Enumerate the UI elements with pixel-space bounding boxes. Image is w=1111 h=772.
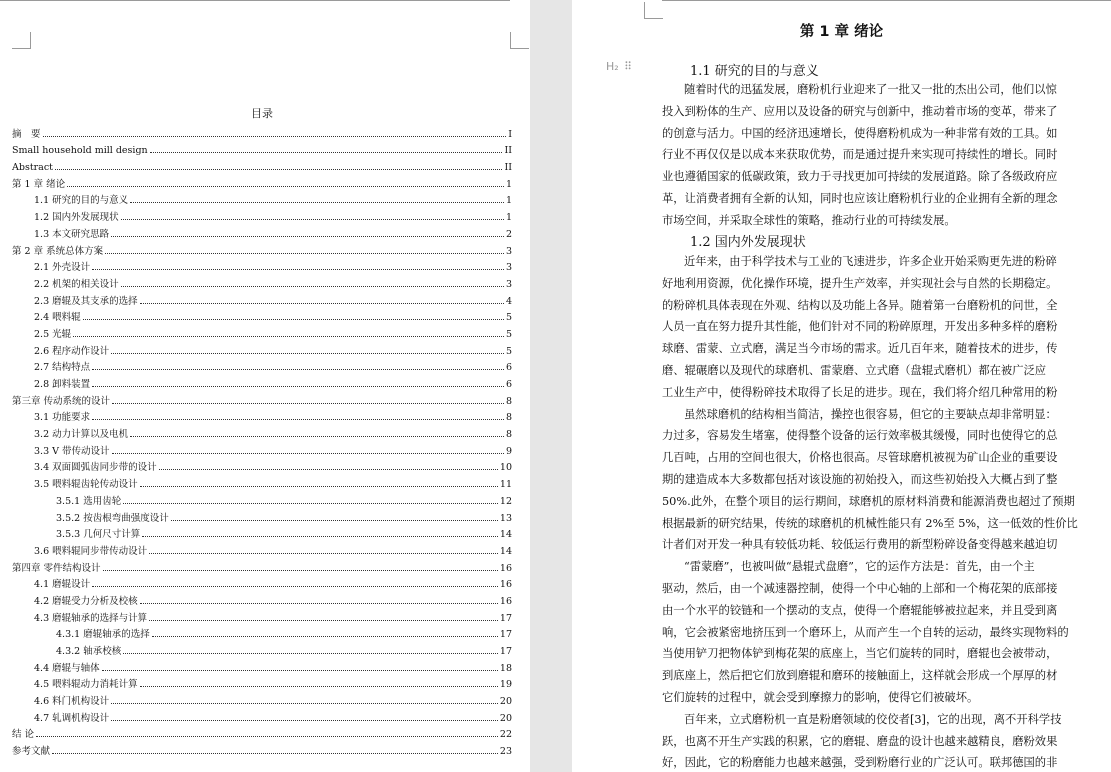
toc-entry-label: 1.3 本文研究思路 <box>34 228 110 240</box>
paragraph-line: 虽然球磨机的结构相当简洁，操控也很容易，但它的主要缺点却非常明显： <box>684 407 1057 421</box>
toc-entry-label: 3.1 功能要求 <box>34 412 91 424</box>
toc-entry[interactable] <box>12 607 512 624</box>
crop-mark-top-left <box>644 2 663 19</box>
toc-entry[interactable] <box>12 507 512 524</box>
toc-entry[interactable] <box>12 340 512 357</box>
toc-entry-label: 第 1 章 绪论 <box>12 178 66 190</box>
paragraph-line: 好，因此，它的粉磨能力也越来越强，受到粉磨行业的广泛认可。联邦德国的非 <box>662 756 1058 770</box>
toc-entry-label: 3.2 动力计算以及电机 <box>34 429 129 441</box>
toc-entry-label: 3.5.1 选用齿轮 <box>56 495 122 507</box>
toc-leader-dots <box>171 520 498 521</box>
toc-entry[interactable] <box>12 240 512 257</box>
paragraph-line: 的粉碎机具体表现在外观、结构以及功能上各异。随着第一台磨粉机的问世，全 <box>662 298 1058 312</box>
page-top-border <box>662 0 1111 1</box>
toc-leader-dots <box>43 136 507 137</box>
toc-entry[interactable] <box>12 257 512 274</box>
toc-entry[interactable] <box>12 156 512 173</box>
toc-entry-page: 17 <box>499 612 512 624</box>
toc-leader-dots <box>140 486 498 487</box>
toc-entry[interactable] <box>12 190 512 207</box>
toc-entry-page: 19 <box>499 679 512 691</box>
toc-leader-dots <box>52 753 498 754</box>
toc-entry-label: 4.6 料门机构设计 <box>34 696 110 708</box>
paragraph-line: 计者们对开发一种具有较低功耗、较低运行费用的新型粉碎设备变得越来越迫切 <box>662 538 1058 552</box>
toc-entry-label: 2.4 喂料辊 <box>34 312 81 324</box>
toc-entry-page: 1 <box>505 178 512 190</box>
toc-leader-dots <box>73 336 504 337</box>
section-heading-1-2: 1.2 国内外发展现状 <box>690 235 806 250</box>
toc-entry-page: 10 <box>499 462 512 474</box>
toc-entry-label: 第四章 零件结构设计 <box>12 562 101 574</box>
paragraph-line: 市场空间，并采取全球性的策略，推动行业的可持续发展。 <box>662 213 956 227</box>
toc-entry-label: 第三章 传动系统的设计 <box>12 395 111 407</box>
paragraph-line: 随着时代的迅猛发展，磨粉机行业迎来了一批又一批的杰出公司，他们以惊 <box>684 83 1057 96</box>
toc-entry-page: II <box>504 145 512 157</box>
toc-entry[interactable] <box>12 323 512 340</box>
toc-entry-label: 2.6 程序动作设计 <box>34 345 110 357</box>
chapter-title: 第 1 章 绪论 <box>799 24 884 40</box>
toc-entry[interactable] <box>12 307 512 324</box>
toc-entry[interactable] <box>12 524 512 541</box>
paragraph-line: 百年来，立式磨粉机一直是粉磨领域的佼佼者[3]，它的出现，离不开科学技 <box>684 712 1062 726</box>
toc-entry[interactable] <box>12 440 512 457</box>
toc-leader-dots <box>152 636 498 637</box>
toc-entry-label: 第 2 章 系统总体方案 <box>12 245 104 257</box>
toc-entry-label: Small household mill design <box>12 145 148 157</box>
toc-entry[interactable] <box>12 390 512 407</box>
toc-entry-label: 摘 要 <box>12 128 41 140</box>
toc-entry-page: 1 <box>505 212 512 224</box>
paragraph-line: 革，让消费者拥有全新的认知，同时也应该让磨粉机行业的企业拥有全新的理念 <box>662 192 1058 205</box>
paragraph-line: 它们旋转的过程中，就会受到摩擦力的影响，使得它们被破坏。 <box>662 691 979 704</box>
toc-entry-label: 4.4 磨辊与轴体 <box>34 662 100 674</box>
toc-title: 目录 <box>251 107 273 120</box>
chapter-page <box>572 0 1111 772</box>
toc-leader-dots <box>123 503 498 504</box>
toc-leader-dots <box>111 353 504 354</box>
toc-entry-page: 5 <box>505 328 512 340</box>
toc-entry-label: 2.7 结构特点 <box>34 362 91 374</box>
toc-entry[interactable] <box>12 457 512 474</box>
toc-entry[interactable] <box>12 590 512 607</box>
toc-entry-label: 3.5.2 按齿根弯曲强度设计 <box>56 512 169 524</box>
paragraph-line: 行业不再仅仅是以成本来获取优势，而是通过提升来实现可持续性的增长。同时 <box>662 148 1058 162</box>
toc-entry[interactable] <box>12 624 512 641</box>
toc-entry-label: 2.1 外壳设计 <box>34 262 91 274</box>
toc-leader-dots <box>140 603 498 604</box>
toc-entry-label: 3.6 喂料辊同步带传动设计 <box>34 545 148 557</box>
toc-entry[interactable] <box>12 707 512 724</box>
toc-entry-page: 20 <box>499 696 512 708</box>
toc-entry-page: 8 <box>505 395 512 407</box>
drag-handle-icon[interactable]: ⠿ <box>624 60 632 73</box>
toc-page <box>0 0 530 772</box>
toc-entry-page: 8 <box>505 429 512 441</box>
toc-entry[interactable] <box>12 373 512 390</box>
toc-entry-page: 5 <box>505 312 512 324</box>
paragraph-line: 力过多，容易发生堵塞，使得整个设备的运行效率极其缓慢，同时也使得它的总 <box>662 429 1058 443</box>
toc-leader-dots <box>111 720 498 721</box>
toc-entry-label: 4.1 磨辊设计 <box>34 579 91 591</box>
toc-entry[interactable] <box>12 557 512 574</box>
toc-entry-label: Abstract <box>12 162 53 174</box>
toc-entry-page: 4 <box>505 295 512 307</box>
toc-entry-page: 12 <box>499 495 512 507</box>
toc-leader-dots <box>92 386 504 387</box>
toc-entry-label: 2.3 磨辊及其支承的选择 <box>34 295 138 307</box>
toc-entry[interactable] <box>12 407 512 424</box>
toc-entry-page: 13 <box>499 512 512 524</box>
toc-entry-label: 3.3 V 带传动设计 <box>34 445 110 457</box>
toc-entry-label: 4.3 磨辊轴承的选择与计算 <box>34 612 148 624</box>
toc-list <box>12 123 512 757</box>
crop-mark-left <box>12 32 31 49</box>
paragraph-line: 期的建造成本大多数都包括对该设施的初始投入，而这些初始投入大概占到了整 <box>662 473 1058 486</box>
toc-entry[interactable] <box>12 273 512 290</box>
toc-leader-dots <box>121 219 504 220</box>
toc-entry-label: 3.4 双面圆弧齿同步带的设计 <box>34 462 157 474</box>
toc-entry-page: 17 <box>499 629 512 641</box>
toc-leader-dots <box>92 419 504 420</box>
toc-entry-page: 6 <box>505 379 512 390</box>
toc-leader-dots <box>121 286 504 287</box>
toc-entry-page: 22 <box>499 729 512 741</box>
paragraph-line: 由一个水平的铰链和一个摆动的支点，使得一个磨辊能够被拉起来，并且受到离 <box>662 603 1058 617</box>
toc-entry-page: 9 <box>505 445 512 457</box>
toc-entry[interactable] <box>12 724 512 741</box>
toc-entry-label: 2.5 光辊 <box>34 328 72 340</box>
paragraph-line: 当使用铲刀把物体铲到梅花架的底座上，当它们旋转的同时，磨辊也会被带动， <box>662 647 1058 661</box>
toc-leader-dots <box>102 670 498 671</box>
toc-leader-dots <box>83 319 504 320</box>
toc-entry-page: I <box>508 128 512 140</box>
toc-leader-dots <box>92 269 504 270</box>
toc-entry-page: 6 <box>505 362 512 374</box>
toc-leader-dots <box>159 469 498 470</box>
paragraph-line: “雷蒙磨”，也被叫做“悬辊式盘磨”，它的运作方法是：首先，由一个主 <box>684 560 1035 574</box>
toc-leader-dots <box>149 553 498 554</box>
paragraph-line: 工业生产中，使得粉碎技术取得了长足的进步。现在，我们将介绍几种常用的粉 <box>662 385 1058 399</box>
toc-leader-dots <box>140 686 498 687</box>
toc-entry[interactable] <box>12 173 512 190</box>
toc-leader-dots <box>123 653 498 654</box>
toc-entry-page: 16 <box>499 562 512 574</box>
toc-entry[interactable] <box>12 357 512 374</box>
toc-entry[interactable] <box>12 740 512 757</box>
paragraph-line: 磨、辊碾磨以及现代的球磨机、雷蒙磨、立式磨（盘辊式磨机）都在被广泛应 <box>662 364 1047 377</box>
toc-leader-dots <box>150 152 503 153</box>
toc-entry-page: 16 <box>499 595 512 607</box>
paragraph-line: 响，它会被紧密地挤压到一个磨环上，从而产生一个自转的运动，最终实现物料的 <box>662 625 1069 639</box>
paragraph-line: 近年来，由于科学技术与工业的飞速进步，许多企业开始采购更先进的粉碎 <box>684 255 1057 268</box>
toc-leader-dots <box>111 236 504 237</box>
toc-entry[interactable] <box>12 674 512 691</box>
toc-entry-page: 3 <box>505 262 512 274</box>
toc-entry[interactable] <box>12 690 512 707</box>
toc-entry-page: 2 <box>505 228 512 240</box>
toc-entry[interactable] <box>12 640 512 657</box>
paragraph-line: 球磨、雷蒙、立式磨，满足当今市场的需求。近几百年来，随着技术的进步，传 <box>662 342 1058 356</box>
toc-entry-page: 14 <box>499 529 512 541</box>
toc-entry-label: 4.3.2 轴承校核 <box>56 646 122 657</box>
toc-entry[interactable] <box>12 140 512 157</box>
toc-entry[interactable] <box>12 657 512 674</box>
toc-entry-page: 20 <box>499 712 512 724</box>
toc-entry-label: 结 论 <box>12 729 35 741</box>
toc-entry-page: 3 <box>505 245 512 257</box>
toc-entry[interactable] <box>12 423 512 440</box>
toc-entry[interactable] <box>12 540 512 557</box>
toc-leader-dots <box>55 169 503 170</box>
toc-entry[interactable] <box>12 574 512 591</box>
paragraph-line: 50%.此外，在整个项目的运行期间，球磨机的原材料消费和能源消费也超过了预期 <box>662 494 1075 508</box>
paragraph-line: 跃，也离不开生产实践的积累，它的磨辊、磨盘的设计也越来越精良，磨粉效果 <box>662 734 1058 748</box>
paragraph-line: 根据最新的研究结果，传统的球磨机的机械性能只有 2%至 5%，这一低效的性价比 <box>662 516 1078 530</box>
toc-entry-page: 1 <box>505 195 512 207</box>
paragraph-line: 业也遵循国家的低碳政策，致力于寻找更加可持续的发展道路。除了各级政府应 <box>662 170 1058 184</box>
heading-style-badge[interactable]: H₂ <box>606 60 619 73</box>
paragraph-line: 人员一直在努力提升其性能，他们针对不同的粉碎原理，开发出多种多样的磨粉 <box>662 320 1058 334</box>
toc-leader-dots <box>112 403 504 404</box>
toc-leader-dots <box>140 303 504 304</box>
paragraph-line: 几百吨，占用的空间也很大，价格也很高。尽管球磨机被视为矿山企业的重要设 <box>662 451 1058 465</box>
toc-entry-page: 11 <box>499 479 512 491</box>
toc-entry-label: 1.1 研究的目的与意义 <box>34 195 129 207</box>
toc-entry[interactable] <box>12 290 512 307</box>
toc-entry-page: 18 <box>499 662 512 674</box>
toc-leader-dots <box>92 369 504 370</box>
paragraph-line: 到底座上，然后把它们放到磨辊和磨环的接触面上，这样就会形成一个厚厚的材 <box>662 669 1058 683</box>
toc-entry-label: 4.5 喂料辊动力消耗计算 <box>34 679 138 691</box>
toc-entry[interactable] <box>12 123 512 140</box>
toc-leader-dots <box>130 202 504 203</box>
toc-entry-page: 8 <box>505 412 512 424</box>
toc-entry-label: 参考文献 <box>12 746 51 758</box>
toc-entry-label: 3.5.3 几何尺寸计算 <box>56 529 141 541</box>
toc-leader-dots <box>103 570 498 571</box>
toc-entry-page: II <box>504 162 512 174</box>
toc-entry-label: 2.2 机架的相关设计 <box>34 278 119 290</box>
paragraph-line: 好地利用资源，优化操作环境，提升生产效率，并实现社会与自然的长期稳定。 <box>662 276 1058 290</box>
toc-entry[interactable] <box>12 206 512 223</box>
toc-leader-dots <box>111 703 498 704</box>
toc-leader-dots <box>36 736 498 737</box>
toc-entry-page: 3 <box>505 278 512 290</box>
toc-entry-page: 14 <box>499 545 512 557</box>
toc-entry-page: 16 <box>499 579 512 591</box>
toc-entry-page: 23 <box>499 746 512 758</box>
toc-leader-dots <box>67 186 504 187</box>
toc-leader-dots <box>142 536 498 537</box>
toc-leader-dots <box>149 620 498 621</box>
section-heading-1-1: 1.1 研究的目的与意义 <box>690 64 819 79</box>
page-top-border <box>0 0 510 1</box>
toc-entry-page: 5 <box>505 345 512 357</box>
toc-entry-label: 2.8 卸料装置 <box>34 379 91 390</box>
crop-mark-right <box>510 32 529 49</box>
paragraph-line: 投入到粉体的生产、应用以及设备的研究与创新中，推动着市场的变革，带来了 <box>662 104 1058 118</box>
toc-entry-page: 17 <box>499 646 512 657</box>
toc-entry-label: 1.2 国内外发展现状 <box>34 212 119 224</box>
toc-entry[interactable] <box>12 490 512 507</box>
toc-entry-label: 4.7 轧调机构设计 <box>34 712 110 724</box>
toc-entry-label: 4.2 磨辊受力分析及校核 <box>34 595 138 607</box>
paragraph-line: 的创意与活力。中国的经济迅速增长，使得磨粉机成为一种非常有效的工具。如 <box>662 126 1058 140</box>
toc-leader-dots <box>105 253 504 254</box>
toc-entry-label: 3.5 喂料辊齿轮传动设计 <box>34 479 138 491</box>
toc-leader-dots <box>130 436 504 437</box>
toc-entry[interactable] <box>12 223 512 240</box>
toc-leader-dots <box>92 586 498 587</box>
toc-entry[interactable] <box>12 473 512 490</box>
toc-entry-label: 4.3.1 磨辊轴承的选择 <box>56 629 150 641</box>
toc-leader-dots <box>112 453 504 454</box>
paragraph-line: 驱动，然后，由一个减速器控制，使得一个中心轴的上部和一个梅花架的底部接 <box>662 582 1058 595</box>
